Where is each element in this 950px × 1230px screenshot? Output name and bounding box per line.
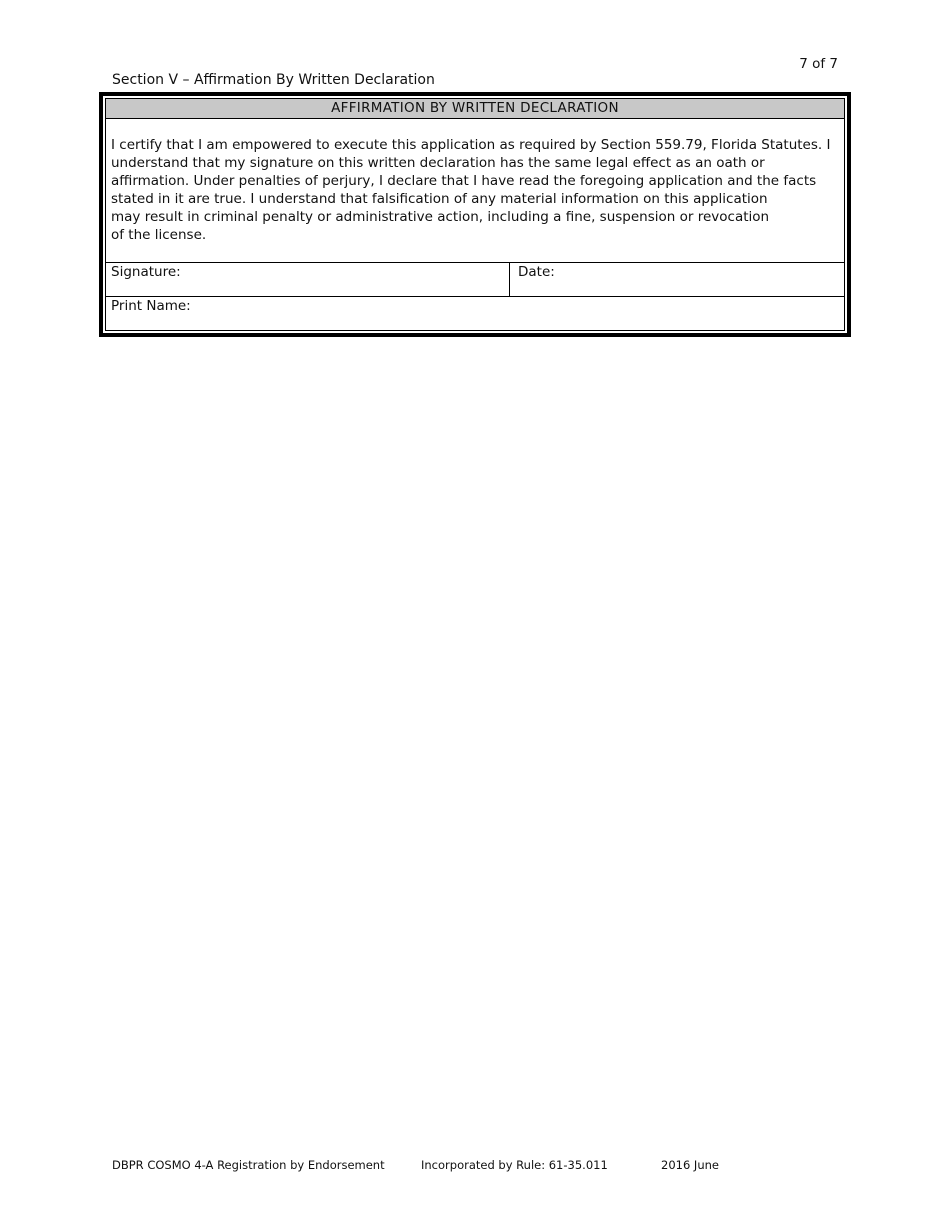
affirmation-inner-frame [105,98,845,331]
declaration-line: understand that my signature on this written declaration has the same legal effect as an oath or [111,155,765,171]
date-label: Date: [518,264,555,280]
declaration-line: I certify that I am empowered to execute this application as required by Section 559.79, Florida Statutes. I [111,137,831,153]
footer-form-id: DBPR COSMO 4-A Registration by Endorsement [112,1158,385,1172]
footer-rule: Incorporated by Rule: 61-35.011 [421,1158,608,1172]
print-name-field[interactable] [106,297,844,330]
print-name-label: Print Name: [111,298,191,314]
declaration-line: of the license. [111,227,207,243]
footer-revision-date: 2016 June [661,1158,719,1172]
signature-field[interactable] [106,263,510,296]
declaration-line: stated in it are true. I understand that falsification of any material information on this application [111,191,768,207]
date-field[interactable] [510,263,844,296]
declaration-line: affirmation. Under penalties of perjury, I declare that I have read the foregoing application and the facts [111,173,817,189]
page-number: 7 of 7 [799,56,838,72]
declaration-statement [106,119,844,263]
declaration-line: may result in criminal penalty or administrative action, including a fine, suspension or revocation [111,209,770,225]
signature-date-row [106,263,844,297]
affirmation-box-header: AFFIRMATION BY WRITTEN DECLARATION [106,99,844,119]
section-heading: Section V – Affirmation By Written Declaration [112,72,435,88]
affirmation-declaration-box [99,92,851,337]
signature-label: Signature: [111,264,181,280]
